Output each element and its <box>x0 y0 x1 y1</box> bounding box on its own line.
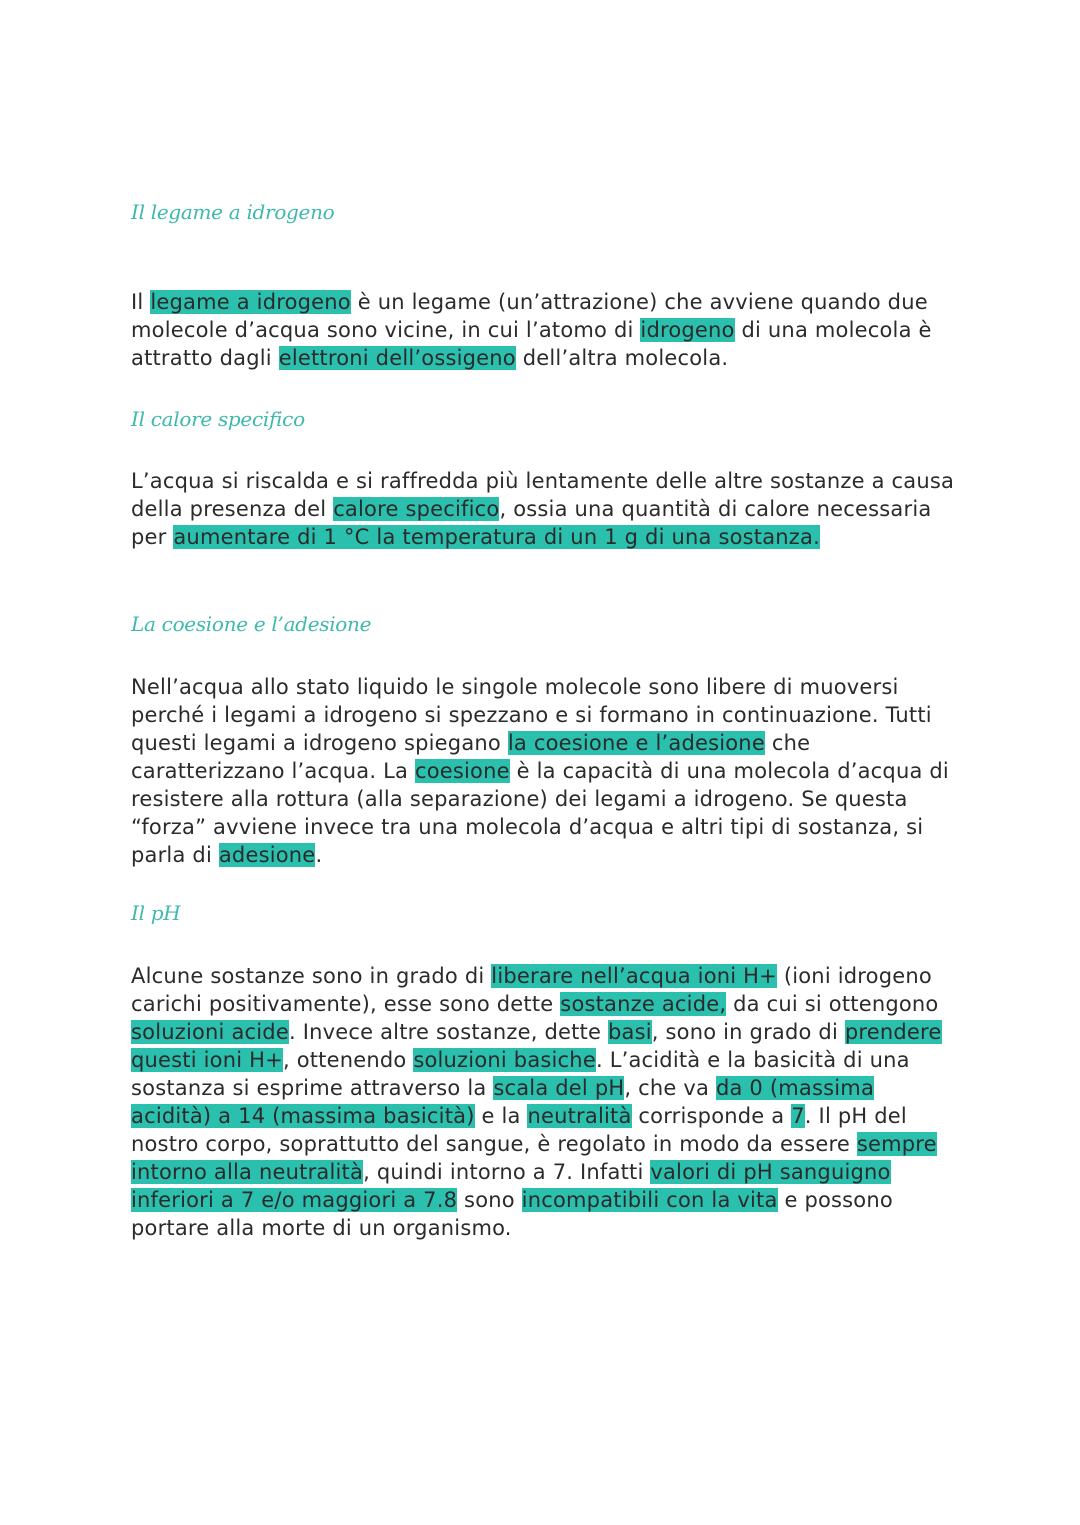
heading-legame-idrogeno: Il legame a idrogeno <box>131 200 335 224</box>
paragraph-text: è un legame (un’attrazione) che avviene quando due molecole d’acqua sono vicine, in cui l’atomo di <box>131 290 928 342</box>
paragraph-text: dell’altra molecola. <box>515 346 729 370</box>
paragraph-text: e la <box>474 1104 528 1128</box>
section-heading-coesione <box>131 612 961 636</box>
paragraph-text: Nell’acqua allo stato liquido le singole molecole sono libere di muoversi perché i legami a idrogeno si spezzano e si formano in continuazione. Tutti questi legami a idrogeno spiegano <box>131 675 932 755</box>
highlighted-text: idrogeno <box>640 318 735 342</box>
highlighted-text: sempre intorno alla neutralità <box>131 1132 937 1184</box>
highlighted-text: la coesione e l’adesione <box>507 731 765 755</box>
highlighted-text: prendere questi ioni H+ <box>131 1020 942 1072</box>
highlighted-text: aumentare di 1 °C la temperatura di un 1 g di una sostanza. <box>173 525 820 549</box>
paragraph-legame-idrogeno <box>131 288 961 372</box>
paragraph-text: . <box>315 843 323 867</box>
highlighted-text: neutralità <box>527 1104 632 1128</box>
highlighted-text: liberare nell’acqua ioni H+ <box>491 964 777 988</box>
highlighted-text: legame a idrogeno <box>150 290 351 314</box>
section-heading-ph <box>131 901 961 925</box>
highlighted-text: elettroni dell’ossigeno <box>278 346 516 370</box>
highlighted-text: 7 <box>791 1104 805 1128</box>
paragraph-text: , sono in grado di <box>651 1020 845 1044</box>
paragraph-ph <box>131 962 961 1242</box>
highlighted-text: basi <box>607 1020 652 1044</box>
paragraph-calore-specifico <box>131 467 961 551</box>
highlighted-text: soluzioni acide <box>131 1020 289 1044</box>
highlighted-text: soluzioni basiche <box>413 1048 596 1072</box>
paragraph-text: L’acqua si riscalda e si raffredda più lentamente delle altre sostanze a causa della presenza del <box>131 469 955 521</box>
paragraph-text: (ioni idrogeno carichi positivamente), esse sono dette <box>131 964 932 1016</box>
paragraph-text: è la capacità di una molecola d’acqua di resistere alla rottura (alla separazione) dei legami a idrogeno. Se questa “forza” avviene invece tra una molecola d’acqua e altri tipi di sostanza, si parla di <box>131 759 949 867</box>
paragraph-coesione-adesione <box>131 673 961 869</box>
highlighted-text: da 0 (massima acidità) a 14 (massima basicità) <box>131 1076 875 1128</box>
highlighted-text: scala del pH <box>493 1076 625 1100</box>
paragraph-text: di una molecola è attratto dagli <box>131 318 932 370</box>
paragraph-text: . Invece altre sostanze, dette <box>288 1020 608 1044</box>
paragraph-text: Il <box>131 290 151 314</box>
paragraph-text: e possono portare alla morte di un organismo. <box>131 1188 893 1240</box>
paragraph-text: , ottenendo <box>282 1048 414 1072</box>
highlighted-text: adesione <box>218 843 316 867</box>
paragraph-text: . L’acidità e la basicità di una sostanza si esprime attraverso la <box>131 1048 910 1100</box>
paragraph-text: corrisponde a <box>631 1104 792 1128</box>
paragraph-text: , quindi intorno a 7. Infatti <box>363 1160 651 1184</box>
paragraph-text: Alcune sostanze sono in grado di <box>131 964 492 988</box>
paragraph-text: che caratterizzano l’acqua. La <box>131 731 811 783</box>
highlighted-text: incompatibili con la vita <box>521 1188 778 1212</box>
heading-calore-specifico: Il calore specifico <box>131 407 305 431</box>
paragraph-text: sono <box>457 1188 522 1212</box>
paragraph-text: , ossia una quantità di calore necessaria per <box>131 497 932 549</box>
section-heading-calore <box>131 407 961 431</box>
heading-coesione-adesione: La coesione e l’adesione <box>131 612 372 636</box>
highlighted-text: coesione <box>414 759 510 783</box>
heading-ph: Il pH <box>131 901 181 925</box>
highlighted-text: calore specifico <box>333 497 500 521</box>
paragraph-text: . Il pH del nostro corpo, soprattutto del sangue, è regolato in modo da essere <box>131 1104 907 1156</box>
paragraph-text: , che va <box>624 1076 716 1100</box>
highlighted-text: sostanze acide, <box>560 992 727 1016</box>
section-heading-legame <box>131 200 961 224</box>
highlighted-text: valori di pH sanguigno inferiori a 7 e/o maggiori a 7.8 <box>131 1160 891 1212</box>
paragraph-text: da cui si ottengono <box>726 992 939 1016</box>
